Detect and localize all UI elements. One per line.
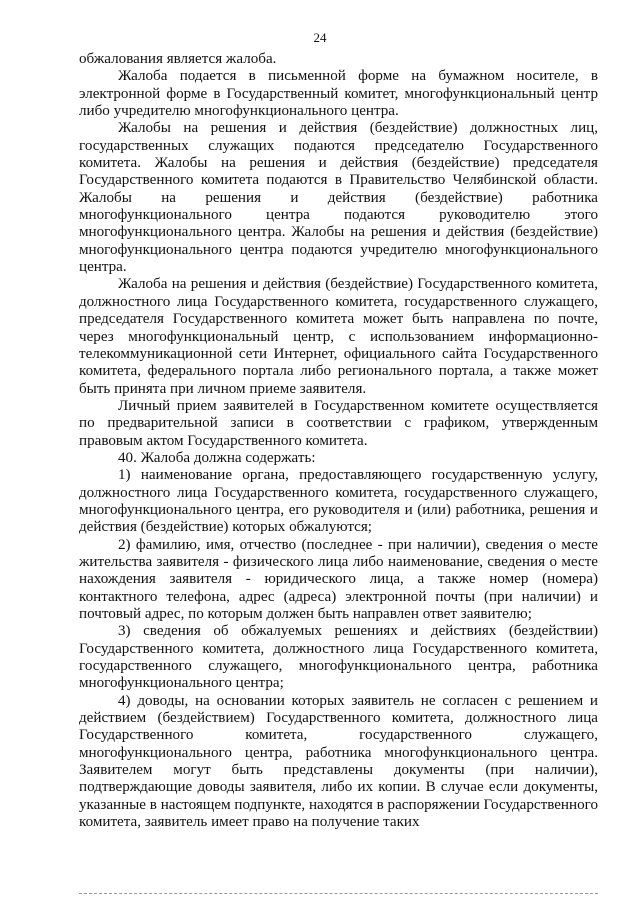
paragraph-item-40-heading: 40. Жалоба должна содержать: <box>118 449 316 466</box>
list-item-4: 4) доводы, на основании которых заявитель не согласен с решением и действием (бездействием) Государственного комитета, должностного лица Государственного комитета, государственного служащего, многофункционального центра, работника многофункционального центра. Заявителем могут быть представлены документы (при наличии), подтверждающие доводы заявителя, либо их копии. В случае если документы, указанные в настоящем подпункте, находятся в распоряжении Государственного комитета, заявитель имеет право на получение таких <box>79 692 598 831</box>
paragraph-complaint-addressees: Жалобы на решения и действия (бездействие) должностных лиц, государственных служащих подаются председателю Государственного комитета. Жалобы на решения и действия (бездействие) председателя Государственного комитета подаются в Правительство Челябинской области. Жалобы на решения и действия (бездействие) работника многофункционального центра подаются руководителю этого многофункционального центра. Жалобы на решения и действия (бездействие) многофункционального центра подаются учредителю многофункционального центра. <box>79 120 598 276</box>
list-item-2: 2) фамилию, имя, отчество (последнее - при наличии), сведения о месте жительства заявителя - физического лица либо наименование, сведения о месте нахождения заявителя - юридического лица, а также номер (номера) контактного телефона, адрес (адреса) электронной почты (при наличии) и почтовый адрес, по которым должен быть направлен ответ заявителю; <box>79 536 598 622</box>
paragraph-continuation: обжалования является жалоба. <box>79 51 277 67</box>
paragraph-complaint-channels: Жалоба на решения и действия (бездействие) Государственного комитета, должностного лица Государственного комитета, государственного служащего, председателя Государственного комитета может быть направлена по почте, через многофункциональный центр, с использованием информационно-телекоммуникационной сети Интернет, официального сайта Государственного комитета, федерального портала либо регионального портала, а также может быть принята при личном приеме заявителя. <box>79 276 598 397</box>
page-bottom-edge <box>79 893 598 894</box>
page-number: 24 <box>313 30 327 45</box>
list-item-1: 1) наименование органа, предоставляющего государственную услугу, должностного лица Государственного комитета, государственного служащего, многофункционального центра, его руководителя и (или) работника, решения и действия (бездействие) которых обжалуются; <box>79 467 598 536</box>
paragraph-personal-reception: Личный прием заявителей в Государственном комитете осуществляется по предварительной записи в соответствии с графиком, утвержденным правовым актом Государственного комитета. <box>79 397 598 449</box>
document-body <box>79 51 598 831</box>
paragraph-complaint-form: Жалоба подается в письменной форме на бумажном носителе, в электронной форме в Государственный комитет, многофункциональный центр либо учредителю многофункционального центра. <box>79 68 598 120</box>
list-item-3: 3) сведения об обжалуемых решениях и действиях (бездействии) Государственного комитета, должностного лица Государственного комитета, государственного служащего, многофункционального центра, работника многофункционального центра; <box>79 623 598 692</box>
